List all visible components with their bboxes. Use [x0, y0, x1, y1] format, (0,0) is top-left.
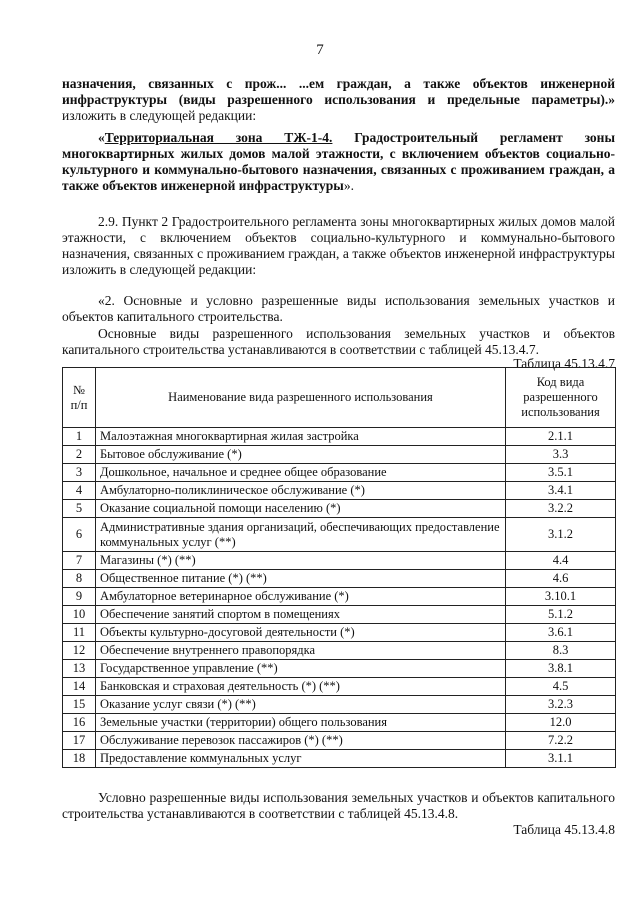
row-name: Государственное управление (**): [96, 660, 506, 678]
row-code: 12.0: [506, 714, 616, 732]
table-row: [63, 696, 616, 714]
table-row: [63, 660, 616, 678]
row-name: Административные здания организаций, обеспечивающих предоставление коммунальных услуг (**): [96, 518, 506, 552]
row-name: Бытовое обслуживание (*): [96, 446, 506, 464]
uses-table: [62, 367, 616, 768]
intro-paragraph: [62, 76, 615, 124]
zone-text: Градостроительный регламент зоны многоквартирных жилых домов малой этажности, с включением объектов социально-культурного и коммунально-бытового назначения, связанных с проживанием граждан, а также объектов инженерной инфраструктуры: [62, 130, 615, 193]
row-name: Малоэтажная многоквартирная жилая застройка: [96, 428, 506, 446]
row-number: 6: [63, 518, 96, 552]
zone-close: ».: [343, 178, 354, 193]
row-number: 2: [63, 446, 96, 464]
table-row: [63, 750, 616, 768]
row-number: 3: [63, 464, 96, 482]
table-row: [63, 678, 616, 696]
paragraph-2: «2. Основные и условно разрешенные виды использования земельных участков и объектов капитального строительства.: [62, 293, 615, 324]
row-name: Обеспечение занятий спортом в помещениях: [96, 606, 506, 624]
row-code: 3.4.1: [506, 482, 616, 500]
row-number: 8: [63, 570, 96, 588]
table-header-row: [63, 368, 616, 428]
intro-bold-text: назначения, связанных с прож... ...ем граждан, а также объектов инженерной инфраструктуры (виды разрешенного использования и предельные параметры).»: [62, 76, 615, 107]
row-number: 7: [63, 552, 96, 570]
row-code: 3.6.1: [506, 624, 616, 642]
table-row: [63, 714, 616, 732]
table-row: [63, 732, 616, 750]
row-code: 7.2.2: [506, 732, 616, 750]
zone-name: Территориальная зона ТЖ-1-4.: [104, 130, 333, 145]
table-row: [63, 606, 616, 624]
table-row: [63, 500, 616, 518]
header-name: Наименование вида разрешенного использования: [96, 368, 506, 428]
table-row: [63, 518, 616, 552]
zone-paragraph: [62, 130, 615, 194]
paragraph-2-9: 2.9. Пункт 2 Градостроительного регламента зоны многоквартирных жилых домов малой этажности, с включением объектов социально-культурного и коммунально-бытового назначения, связанных с проживанием граждан, а также объектов инженерной инфраструктуры изложить в следующей редакции:: [62, 214, 615, 277]
row-name: Магазины (*) (**): [96, 552, 506, 570]
table-row: [63, 428, 616, 446]
row-code: 3.3: [506, 446, 616, 464]
row-number: 15: [63, 696, 96, 714]
paragraph-main-uses: Основные виды разрешенного использования земельных участков и объектов капитального строительства устанавливаются в соответствии с таблицей 45.13.4.7.: [62, 326, 615, 357]
table-row: [63, 624, 616, 642]
row-code: 8.3: [506, 642, 616, 660]
row-name: Общественное питание (*) (**): [96, 570, 506, 588]
row-number: 11: [63, 624, 96, 642]
row-name: Обеспечение внутреннего правопорядка: [96, 642, 506, 660]
table-row: [63, 642, 616, 660]
row-name: Амбулаторно-поликлиническое обслуживание (*): [96, 482, 506, 500]
row-number: 10: [63, 606, 96, 624]
row-code: 5.1.2: [506, 606, 616, 624]
row-number: 1: [63, 428, 96, 446]
row-number: 16: [63, 714, 96, 732]
table2-caption: Таблица 45.13.4.8: [513, 822, 615, 837]
row-code: 3.10.1: [506, 588, 616, 606]
zone-open-quote: «: [98, 130, 105, 145]
row-code: 3.2.2: [506, 500, 616, 518]
row-name: Предоставление коммунальных услуг: [96, 750, 506, 768]
row-number: 4: [63, 482, 96, 500]
table-row: [63, 446, 616, 464]
table-row: [63, 588, 616, 606]
row-code: 4.4: [506, 552, 616, 570]
row-code: 3.8.1: [506, 660, 616, 678]
table-row: [63, 482, 616, 500]
row-code: 3.1.2: [506, 518, 616, 552]
table-row: [63, 552, 616, 570]
row-code: 3.5.1: [506, 464, 616, 482]
row-name: Земельные участки (территории) общего пользования: [96, 714, 506, 732]
row-name: Оказание услуг связи (*) (**): [96, 696, 506, 714]
row-number: 17: [63, 732, 96, 750]
row-number: 5: [63, 500, 96, 518]
row-name: Амбулаторное ветеринарное обслуживание (*): [96, 588, 506, 606]
page-number: 7: [316, 42, 324, 58]
header-number: № п/п: [63, 368, 96, 428]
row-number: 13: [63, 660, 96, 678]
row-code: 4.5: [506, 678, 616, 696]
row-name: Объекты культурно-досуговой деятельности (*): [96, 624, 506, 642]
row-name: Банковская и страховая деятельность (*) (**): [96, 678, 506, 696]
row-number: 18: [63, 750, 96, 768]
row-code: 3.2.3: [506, 696, 616, 714]
row-name: Обслуживание перевозок пассажиров (*) (**): [96, 732, 506, 750]
row-number: 14: [63, 678, 96, 696]
row-code: 2.1.1: [506, 428, 616, 446]
header-code: Код вида разрешенного использования: [506, 368, 616, 428]
row-name: Дошкольное, начальное и среднее общее образование: [96, 464, 506, 482]
intro-rest-text: изложить в следующей редакции:: [62, 108, 257, 123]
table-row: [63, 570, 616, 588]
table-row: [63, 464, 616, 482]
paragraph-conditional-uses: Условно разрешенные виды использования земельных участков и объектов капитального строительства устанавливаются в соответствии с таблицей 45.13.4.8.: [62, 790, 615, 821]
row-name: Оказание социальной помощи населению (*): [96, 500, 506, 518]
row-number: 12: [63, 642, 96, 660]
table-caption: Таблица 45.13.4.7: [513, 356, 615, 371]
row-code: 4.6: [506, 570, 616, 588]
row-number: 9: [63, 588, 96, 606]
row-code: 3.1.1: [506, 750, 616, 768]
